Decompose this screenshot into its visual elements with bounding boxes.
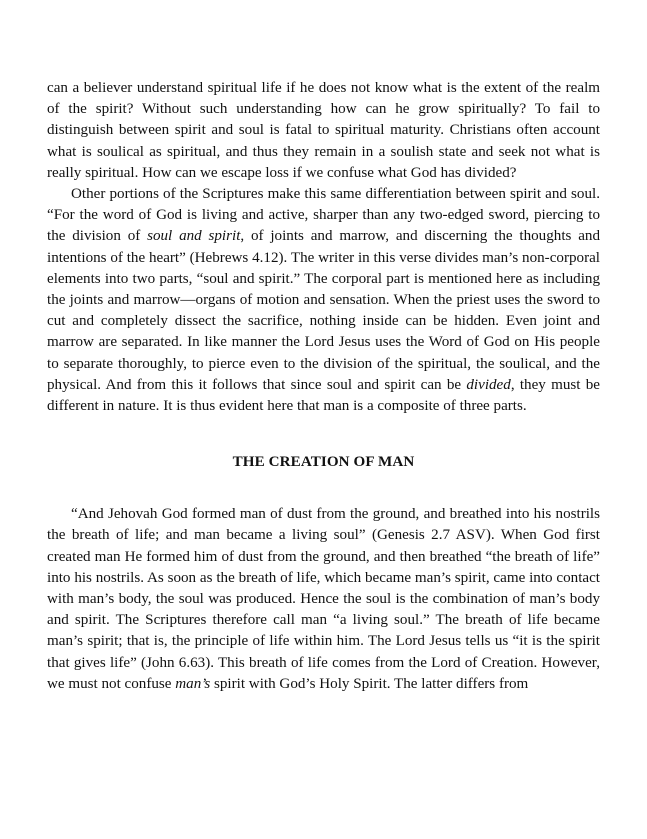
text-segment: “And Jehovah God formed man of dust from the ground, and breathed into his nostrils the breath of life; and man became a living soul” (Genesis 2.7 ASV). When God first created man He formed him of dust from the ground, and then breathed “the breath of life” into his nostrils. As soon as the breath of life, which became man’s spirit, came into contact with man’s body, the soul was produced. Hence the soul is the combination of man’s body and spirit. The Scriptures therefore call man “a living soul.” The breath of life became man’s spirit; that is, the principle of life within him. The Lord Jesus tells us “it is the spirit that gives life” (John 6.63). This breath of life comes from the Lord of Creation. However, we must not confuse bbox=[47, 506, 600, 692]
italic-phrase: soul and spirit bbox=[147, 228, 241, 245]
italic-word: divided bbox=[466, 376, 511, 393]
text-segment: , of joints and marrow, and discerning the thoughts and intentions of the heart” (Hebrews 4.12). The writer in this verse divides man’s non-corporal elements into two parts, “soul and spirit.” The corporal part is mentioned here as including the joints and marrow—organs of motion and sensation. When the priest uses the sword to cut and completely dissect the sacrifice, nothing inside can be hidden. Even joint and marrow are separated. In like manner the Lord Jesus uses the Word of God on His people to separate thoroughly, to pierce even to the division of the spiritual, the soulical, and the physical. And from this it follows that since soul and spirit can be bbox=[47, 228, 600, 393]
text-segment: , they must be different in nature. It is thus evident here that man is a composite of three parts. bbox=[47, 376, 600, 415]
text-segment: spirit with God’s Holy Spirit. The latter differs from bbox=[210, 675, 529, 692]
italic-word: man’s bbox=[175, 675, 211, 692]
paragraph-3 bbox=[47, 504, 600, 695]
paragraph-2 bbox=[47, 184, 600, 417]
text-segment: Other portions of the Scriptures make this same differentiation between spirit and soul. “For the word of God is living and active, sharper than any two-edged sword, piercing to the division of bbox=[47, 186, 600, 245]
text-segment: can a believer understand spiritual life if he does not know what is the extent of the realm of the spirit? Without such understanding how can he grow spiritually? To fail to distinguish between spirit and soul is fatal to spiritual maturity. Christians often account what is soulical as spiritual, and thus they remain in a soulish state and seek not what is really spiritual. How can we escape loss if we confuse what God has divided? bbox=[47, 80, 600, 181]
paragraph-1 bbox=[47, 78, 600, 184]
section-heading: THE CREATION OF MAN bbox=[232, 454, 415, 471]
section-heading-container bbox=[47, 417, 600, 504]
document-page bbox=[47, 78, 600, 695]
